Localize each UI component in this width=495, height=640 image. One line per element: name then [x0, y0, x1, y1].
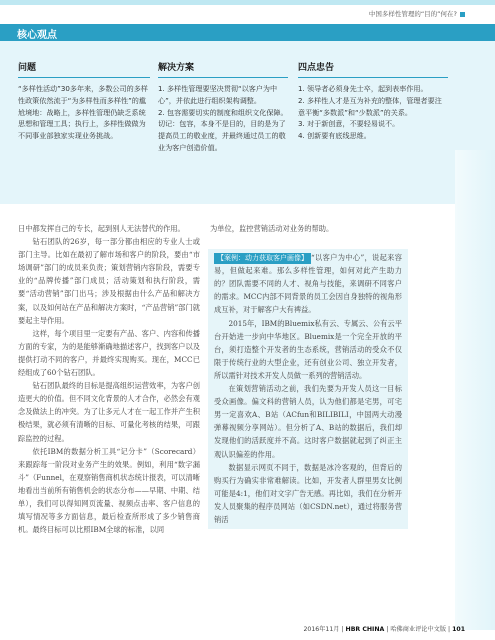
key-points-band	[0, 24, 495, 41]
column-divider	[158, 77, 288, 78]
advice-column	[298, 60, 448, 142]
key-points-title: 核心观点	[17, 30, 57, 41]
running-title	[369, 9, 465, 18]
body-paragraph: 钻石团队的26岁，每一部分都由相应的专业人士或部门主导。比如在最初了解市场和客户的阶段，要由“市场调研”部门的成员来负责；策划营销内容阶段，需要专业的“品牌传播”部门成员；活动策划和执行阶段，需要“活动营销”部门出马；涉及根据由什么产品和解决方案，以及如何站在产品和解决方案时，“产品营销”部门就要起主导作用。	[18, 237, 200, 325]
decorative-side-panel	[455, 150, 495, 630]
body-paragraph: 钻石团队最终的目标是提高组织运营效率，为客户创造更大的价值。但不同文化背景的人才合作，必然会有观念及做法上的冲突。为了让多元人才在一起工作并产生积极结果，就必须有清晰的目标、可量化考核的结果，可跟踪监控的过程。	[18, 381, 200, 443]
case-label: 【案例：动力获取客户画像】	[214, 253, 311, 264]
case-text: “以客户为中心”，说起来容易，但做起来难。那么多样性管理，如何对此产生助力的？团队需要不同的人才、视角与技能，来调研不同客户的需求。MCC内部不同背景的员工会因自身独特的视角形成互补，对于解客户大有裨益。	[214, 253, 402, 315]
solution-heading: 解决方案	[158, 63, 195, 73]
advice-text: 1. 领导者必须身先士卒，起到表率作用。 2. 多样性人才是互为补充的整体，管理者要注意平衡“多数派”和“少数派”的关系。 3. 对于新创意，不要轻易说不。 4. 创新要有底线思维。	[298, 84, 442, 141]
square-marker-icon	[460, 12, 465, 17]
problem-column	[18, 60, 150, 142]
body-paragraph: 为单位，监控营销活动对业务的帮助。	[210, 224, 334, 233]
body-paragraph: 日中都发挥自己的专长，起到别人无法替代的作用。	[18, 224, 185, 233]
page-footer: 2016年11月 | HBR CHINA | 哈佛商业评论中文版 | 101	[303, 626, 465, 633]
problem-heading: 问题	[18, 63, 37, 73]
body-left-column	[18, 222, 200, 536]
case-paragraph: 2015年，IBM的Bluemix私有云、专属云、公有云平台开始进一步向中华地区。Bluemix是一个完全开放的平台，须打造整个开发者的生态系统，营销活动的受众不仅限于传统行业的大型企业，还有创业公司、独立开发者，所以需针对技术开发人员做一系列的营销活动。	[214, 318, 402, 380]
running-title-text: 中国多样性管理的“目的”何在?	[368, 10, 457, 18]
footer-date: 2016年11月	[303, 626, 340, 633]
problem-text: “多样性活动”30多年来，多数公司的多样性政策依然流于“为多样性而多样性”的尴尬境地：战略上，多样性管理仍缺乏系统思想和管理工具；执行上，多样性做做为不同事业部独家实现业务挑战。	[18, 84, 148, 141]
case-paragraph: 数据显示网页不同于，数据是冰冷客观的，但背后的购买行为确实非常难解读。比如，开发者人群里男女比例可能是4:1，他们对文字广告无感。再比如，我们在分析开发人员聚集的程序员网站（如CSDN.net），通过将服务营销活	[214, 462, 402, 524]
top-accent-line	[0, 0, 495, 5]
column-divider	[298, 77, 448, 78]
footer-magazine: HBR CHINA	[345, 626, 385, 633]
case-study-box	[208, 249, 408, 529]
solution-text: 1. 多样性管理要坚决贯彻“以客户为中心”，并依此进行组织架构调整。 2. 包容需要切实的制度和组织文化保障。切记：包容，本身不是目的，目的是为了提高员工的敬业度，并最终通过员工的敬业为客户创造价值。	[158, 84, 288, 152]
advice-heading: 四点忠告	[298, 63, 335, 73]
solution-column	[158, 60, 288, 154]
column-divider	[18, 77, 150, 78]
body-paragraph: 这样，每个项目里一定要有产品、客户、内容和传播方面的专家，为的是能够渐确地描述客户，找到客户以及提供打动不同的客户，并最终实现购买。现在，MCC已经组成了60个钻石团队。	[18, 328, 200, 378]
case-paragraph	[214, 251, 402, 316]
page-number: 101	[452, 626, 465, 633]
case-paragraph: 在策划营销活动之前，我们先要为开发人员这一目标受众画像。偏文科的营销人员，认为他们都是宅男，可宅男一定喜欢A、B站（ACfun和BILIBILI，中国两大动漫弹幕视频分享网站）。但分析了A、B站的数据后，我们却发现他们的活跃度并不高。这时客户数据就起到了纠正主观认识偏差的作用。	[214, 384, 402, 459]
footer-subtitle: 哈佛商业评论中文版	[390, 626, 447, 633]
body-paragraph: 依托IBM的数据分析工具“记分卡”（Scorecard）来跟踪每一阶段对业务产生的效果。例如，利用“数字漏斗”（Funnel，在观察销售商机状态统计报表，可以清晰地看出当前所有销售机会的状态分布——早期、中期、结单），我们可以得知网页流量、视频点击率、客户信息的填写情况等多方面信息，最后检查所形成了多少销售商机。最终目标可以比照IBM全球的标准，以同	[18, 446, 200, 535]
body-right-column	[210, 222, 408, 529]
